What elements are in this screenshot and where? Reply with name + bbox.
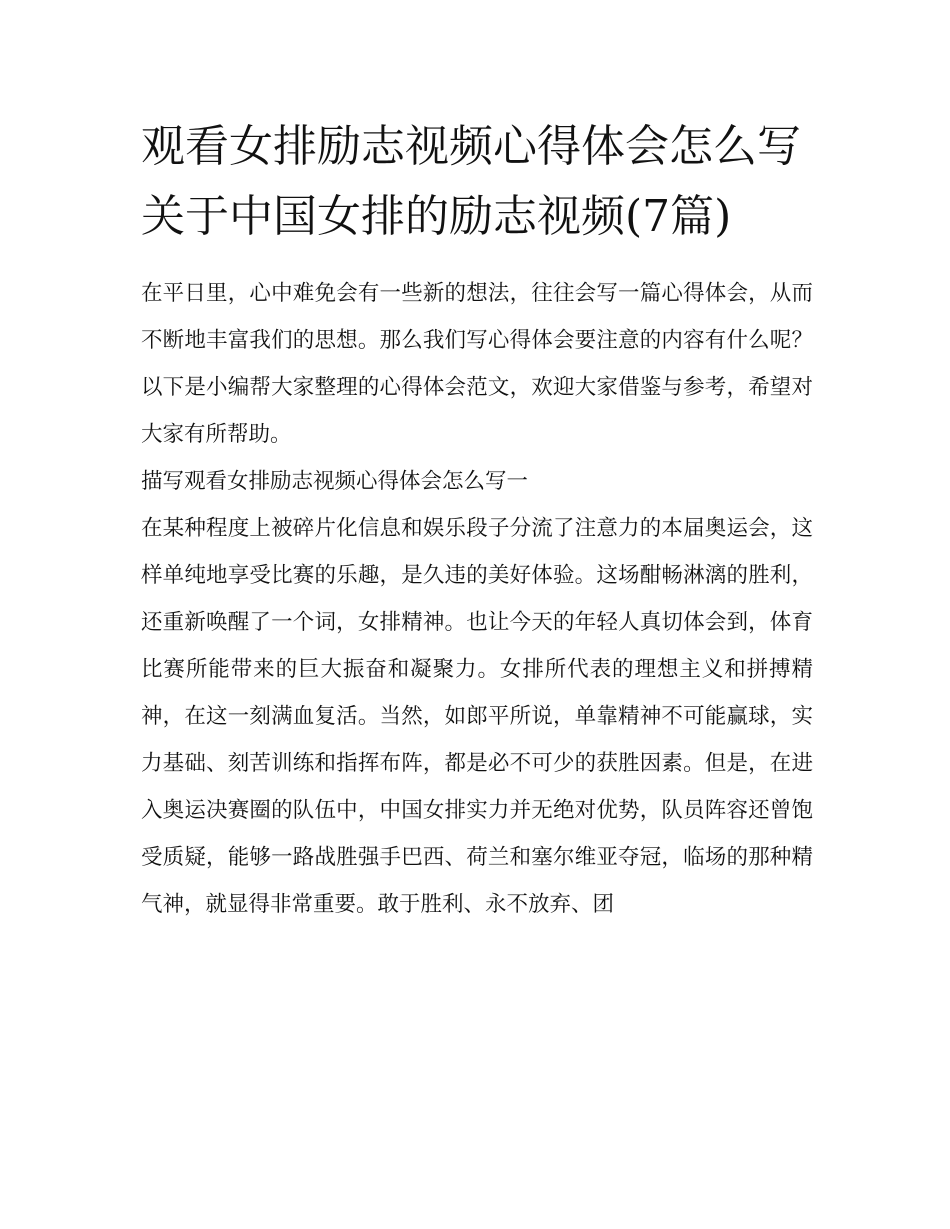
document-body <box>141 270 813 928</box>
intro-paragraph: 在平日里，心中难免会有一些新的想法，往往会写一篇心得体会，从而不断地丰富我们的思想。那么我们写心得体会要注意的内容有什么呢？以下是小编帮大家整理的心得体会范文，欢迎大家借鉴与参考，希望对大家有所帮助。 <box>141 281 813 447</box>
section-heading: 描写观看女排励志视频心得体会怎么写一 <box>141 469 529 494</box>
document-content <box>141 112 813 928</box>
document-title: 观看女排励志视频心得体会怎么写 关于中国女排的励志视频(7篇) <box>141 121 801 242</box>
body-paragraph: 在某种程度上被碎片化信息和娱乐段子分流了注意力的本届奥运会，这样单纯地享受比赛的乐趣，是久违的美好体验。这场酣畅淋漓的胜利，还重新唤醒了一个词，女排精神。也让今天的年轻人真切体会到，体育比赛所能带来的巨大振奋和凝聚力。女排所代表的理想主义和拼搏精神，在这一刻满血复活。当然，如郎平所说，单靠精神不可能赢球，实力基础、刻苦训练和指挥布阵，都是必不可少的获胜因素。但是，在进入奥运决赛圈的队伍中，中国女排实力并无绝对优势，队员阵容还曾饱受质疑，能够一路战胜强手巴西、荷兰和塞尔维亚夺冠，临场的那种精气神，就显得非常重要。敢于胜利、永不放弃、团 <box>141 516 813 917</box>
